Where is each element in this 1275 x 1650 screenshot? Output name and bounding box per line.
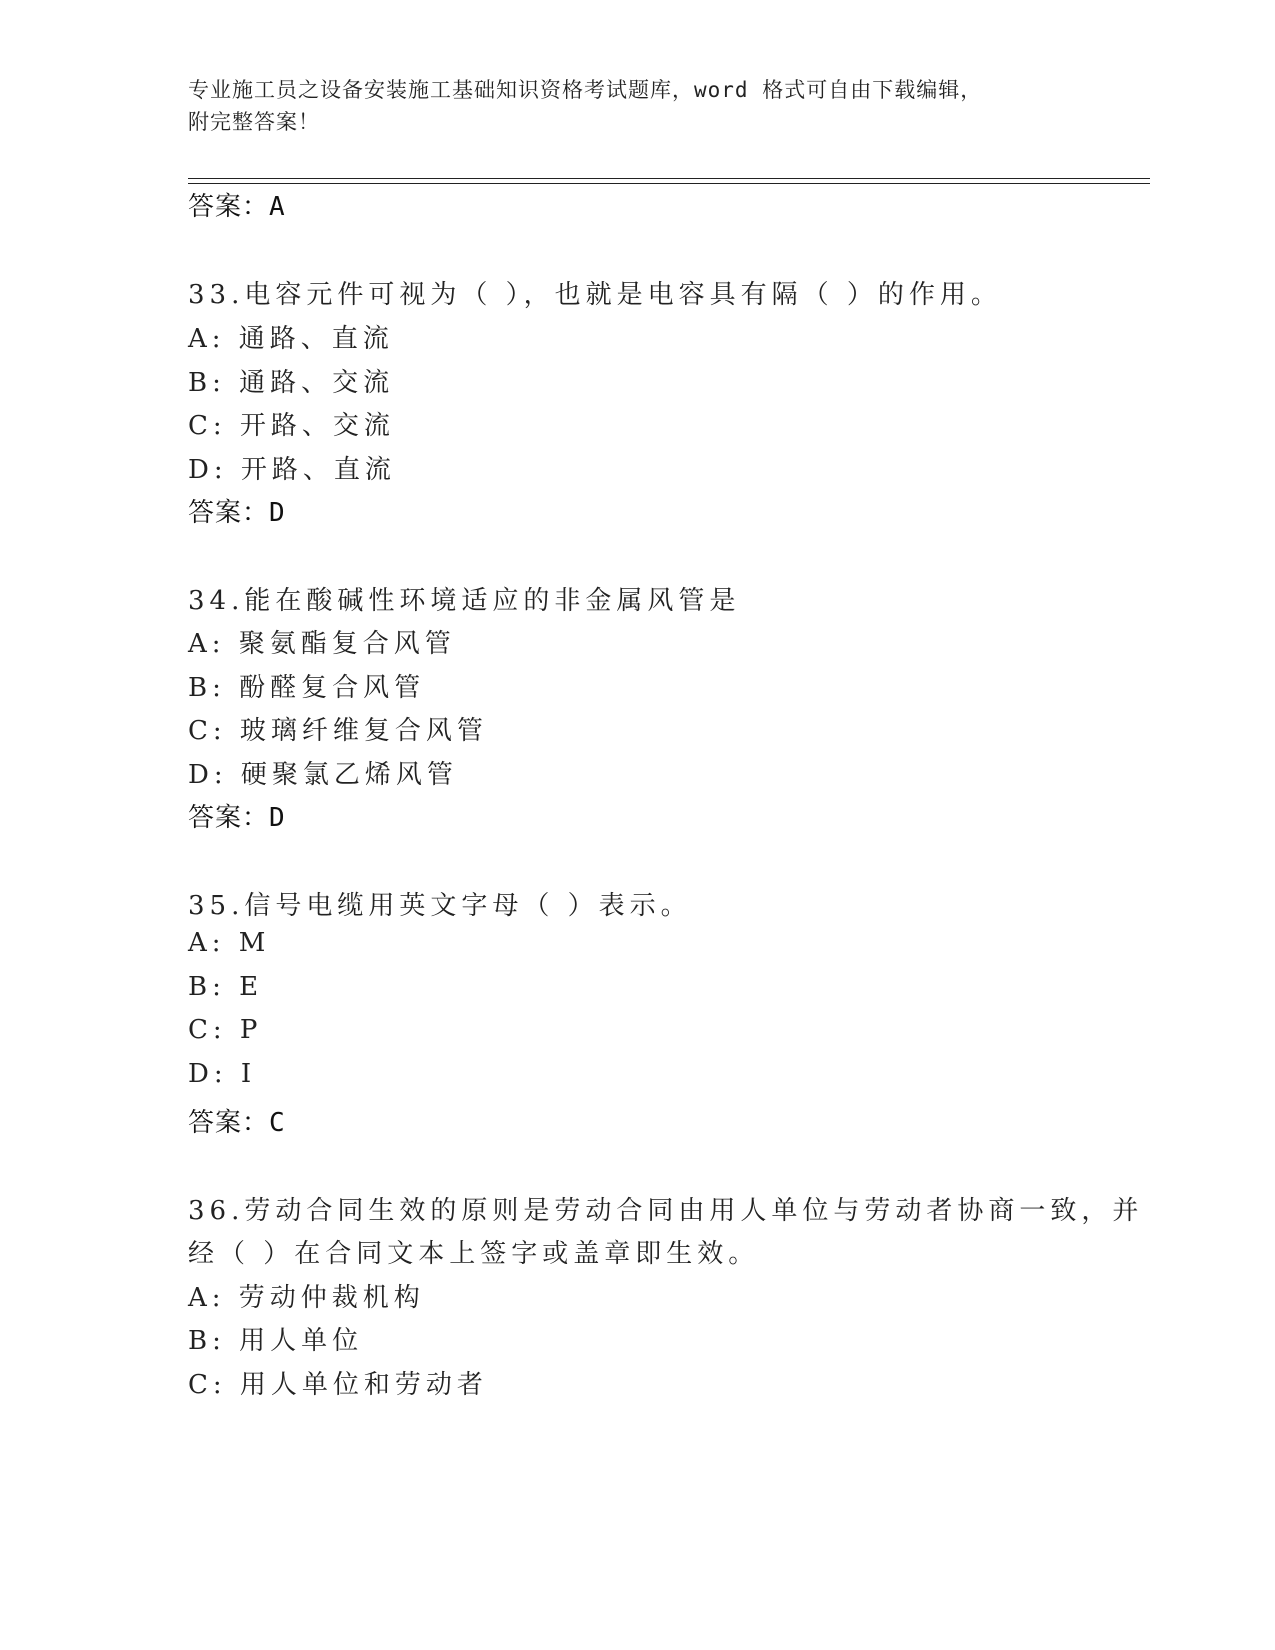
header-line-2: 附完整答案！ — [188, 110, 320, 134]
answer-35: 答案：C — [188, 1108, 286, 1138]
q36-option-c: C: 用人单位和劳动者 — [188, 1370, 488, 1400]
q36-option-b: B: 用人单位 — [188, 1326, 364, 1356]
q34-option-b: B: 酚醛复合风管 — [188, 673, 426, 703]
question-36-line-2: 经（ ）在合同文本上签字或盖章即生效。 — [188, 1239, 760, 1269]
q35-option-c: C: P — [188, 1015, 263, 1045]
document-header — [188, 74, 1088, 138]
q33-option-c: C: 开路、交流 — [188, 411, 395, 441]
question-34: 34.能在酸碱性环境适应的非金属风管是 — [188, 586, 741, 616]
header-divider-top — [188, 178, 1150, 179]
q35-option-b: B: E — [188, 972, 264, 1002]
q33-option-a: A: 通路、直流 — [188, 324, 394, 354]
q35-option-d: D: I — [188, 1059, 257, 1089]
question-35: 35.信号电缆用英文字母（ ）表示。 — [188, 891, 692, 921]
answer-33: 答案：D — [188, 498, 286, 528]
q36-option-a: A: 劳动仲裁机构 — [188, 1283, 425, 1313]
question-33: 33.电容元件可视为（ ），也就是电容具有隔（ ）的作用。 — [188, 280, 1002, 310]
q35-option-a: A: M — [188, 928, 271, 958]
q33-option-d: D: 开路、直流 — [188, 455, 396, 485]
answer-34: 答案：D — [188, 803, 286, 833]
q34-option-c: C: 玻璃纤维复合风管 — [188, 716, 488, 746]
q33-option-b: B: 通路、交流 — [188, 368, 395, 398]
q34-option-d: D: 硬聚氯乙烯风管 — [188, 760, 458, 790]
header-line-1: 专业施工员之设备安装施工基础知识资格考试题库，word 格式可自由下载编辑， — [188, 78, 983, 102]
question-36-line-1: 36.劳动合同生效的原则是劳动合同由用人单位与劳动者协商一致，并 — [188, 1196, 1144, 1226]
header-divider-bottom — [188, 183, 1150, 184]
q34-option-a: A: 聚氨酯复合风管 — [188, 629, 456, 659]
answer-32: 答案：A — [188, 192, 286, 222]
